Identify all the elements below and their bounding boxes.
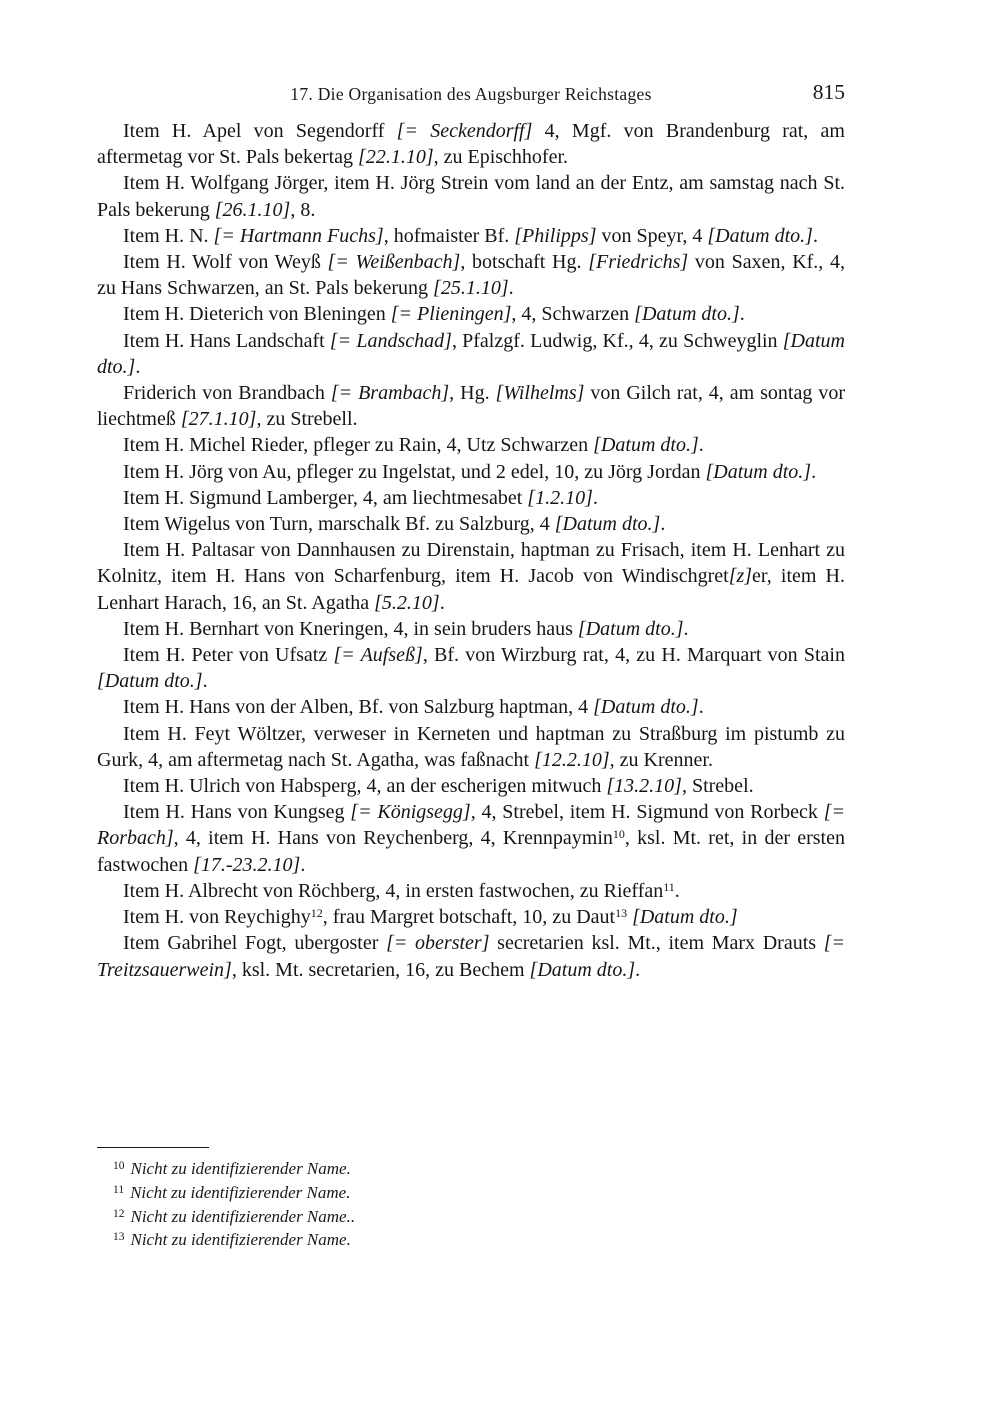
footnote-text: Nicht zu identifizierender Name.	[130, 1230, 351, 1250]
body-run: Item H. Feyt Wöltzer, verweser in Kerneten und haptman zu Straßburg im pistumb zu Gurk, 4, am aftermetag nach St. Agatha, was faßnacht	[97, 722, 845, 771]
footnote-number: 10	[113, 1160, 125, 1172]
footnotes-section	[97, 1147, 845, 1252]
body-run: .	[674, 879, 680, 902]
body-paragraph	[97, 380, 845, 432]
body-text	[97, 118, 845, 983]
body-run: .	[439, 591, 445, 614]
body-run: Item H. Bernhart von Kneringen, 4, in sein bruders haus	[123, 617, 578, 640]
body-run: von Gilch rat, 4, am sontag vor liechtmeß	[97, 382, 845, 431]
body-paragraph	[97, 537, 845, 616]
editorial-annotation: [25.1.10]	[433, 277, 509, 300]
body-run: Item H. Jörg von Au, pfleger zu Ingelstat, und 2 edel, 10, zu Jörg Jordan	[123, 460, 706, 483]
editorial-annotation: [= Plieningen]	[390, 303, 512, 326]
body-run: , Strebel.	[681, 775, 754, 798]
body-run: , 4, item H. Hans von Reychenberg, 4, Krennpaymin	[173, 827, 613, 850]
body-paragraph	[97, 223, 845, 249]
footnote	[97, 1228, 845, 1252]
body-run: , zu Krenner.	[609, 748, 713, 771]
footnote-marker: 11	[663, 879, 675, 894]
body-paragraph	[97, 118, 845, 170]
body-run: .	[698, 434, 704, 457]
body-run: .	[508, 277, 514, 300]
body-paragraph	[97, 485, 845, 511]
editorial-annotation: [Wilhelms]	[495, 382, 585, 405]
footnote-text: Nicht zu identifizierender Name..	[130, 1206, 356, 1226]
editorial-annotation: [= Seckendorff]	[396, 120, 533, 142]
body-run: Item Wigelus von Turn, marschalk Bf. zu Salzburg, 4	[123, 513, 555, 536]
editorial-annotation: [Datum dto.]	[634, 303, 740, 326]
body-run: , Pfalzgf. Ludwig, Kf., 4, zu Schweyglin	[451, 329, 783, 352]
body-run: von Saxen, Kf., 4, zu Hans Schwarzen, an St. Pals bekerung	[97, 251, 846, 300]
body-run: Item Gabrihel Fogt, ubergoster	[123, 932, 387, 955]
editorial-annotation: [= oberster]	[386, 932, 490, 955]
body-run: er, item H. Lenhart Harach, 16, an St. Agatha	[97, 565, 845, 614]
body-paragraph	[97, 301, 845, 327]
body-paragraph	[97, 511, 845, 537]
body-run: Item H. Albrecht von Röchberg, 4, in ersten fastwochen, zu Rieffan	[123, 879, 664, 902]
editorial-annotation: [= Landschad]	[329, 329, 452, 352]
body-run: , 8.	[290, 198, 316, 221]
body-run: .	[812, 224, 818, 247]
body-run: Item H. Hans von Kungseg	[123, 801, 351, 824]
footnote-marker: 10	[612, 827, 625, 842]
body-paragraph	[97, 616, 845, 642]
body-run: .	[592, 486, 598, 509]
editorial-annotation: [= Weißenbach]	[327, 251, 461, 274]
footnote-text: Nicht zu identifizierender Name.	[130, 1159, 351, 1178]
body-run: .	[739, 303, 745, 326]
body-run: Item H. Hans Landschaft	[123, 329, 330, 352]
footnote-marker: 12	[310, 906, 323, 921]
body-paragraph	[97, 930, 845, 982]
editorial-annotation: [Datum dto.]	[707, 224, 813, 247]
body-run: 4, Strebel, item H. Sigmund von Rorbeck	[475, 801, 824, 824]
body-run: .	[202, 670, 208, 693]
body-run: , ksl. Mt. secretarien, 16, zu Bechem	[231, 958, 530, 981]
editorial-annotation: [z]	[728, 565, 753, 588]
body-run: Item H. Wolfgang Jörger, item H. Jörg Strein vom land an der Entz, am samstag nach St. Pals bekerung	[97, 172, 845, 221]
body-run: Friderich von Brandbach	[123, 382, 331, 405]
footnote	[97, 1181, 845, 1205]
page-number: 815	[812, 80, 845, 104]
body-run: Item H. Michel Rieder, pfleger zu Rain, 4, Utz Schwarzen	[123, 434, 594, 457]
body-run: secretarien ksl. Mt., item Marx Drauts	[489, 932, 824, 955]
body-run: .	[683, 617, 689, 640]
editorial-annotation: [Datum dto.]	[554, 513, 661, 536]
body-paragraph	[97, 773, 845, 799]
body-run: Item H. N.	[123, 224, 214, 247]
body-run: , 4, Schwarzen	[511, 303, 635, 326]
body-run: .	[300, 853, 306, 876]
editorial-annotation: [13.2.10]	[606, 775, 682, 798]
footnote	[97, 1157, 845, 1181]
editorial-annotation: [5.2.10]	[374, 591, 440, 614]
editorial-annotation: [= Königsegg],	[350, 801, 476, 824]
body-paragraph	[97, 432, 845, 458]
body-run: von Speyr, 4	[596, 224, 708, 247]
editorial-annotation: [Datum dto.]	[529, 958, 636, 981]
body-run: Item H. Apel von Segendorff	[123, 120, 397, 142]
body-run: , botschaft Hg.	[460, 251, 589, 274]
body-run: Item H. Paltasar von Dannhausen zu Direnstain, haptman zu Frisach, item H. Lenhart zu Kolnitz, item H. Hans von Scharfenburg, item H. Jacob von Windischgret	[97, 539, 845, 588]
editorial-annotation: [1.2.10]	[527, 486, 593, 509]
body-paragraph	[97, 459, 845, 485]
editorial-annotation: [Datum dto.]	[632, 906, 738, 929]
footnote-number: 12	[113, 1207, 125, 1220]
body-run: , hofmaister Bf.	[383, 224, 515, 247]
editorial-annotation: [= Hartmann Fuchs]	[213, 224, 384, 247]
body-run: .	[698, 696, 704, 719]
body-paragraph	[97, 694, 845, 720]
editorial-annotation: [17.-23.2.10]	[193, 853, 301, 876]
body-run: , zu Epischhofer.	[433, 146, 569, 169]
body-run: 4, Mgf. von Brandenburg rat, am aftermetag vor St. Pals bekertag	[97, 120, 845, 169]
body-run: Item H. Sigmund Lamberger, 4, am liechtmesabet	[123, 486, 528, 509]
body-run: Item H. von Reychighy	[123, 906, 311, 929]
body-paragraph	[97, 799, 845, 878]
footnote-number: 11	[113, 1183, 125, 1196]
body-run: , Hg.	[449, 382, 496, 405]
footnote-number: 13	[113, 1231, 125, 1244]
body-paragraph	[97, 904, 845, 930]
editorial-annotation: [26.1.10]	[214, 198, 291, 221]
editorial-annotation: [Datum dto.]	[577, 617, 684, 640]
page-header	[97, 80, 845, 114]
body-run: Item H. Dieterich von Bleningen	[123, 303, 391, 326]
editorial-annotation: [Datum dto.]	[705, 460, 812, 483]
editorial-annotation: [= Aufseß]	[333, 644, 423, 667]
editorial-annotation: [Datum dto.]	[593, 696, 699, 719]
body-paragraph	[97, 170, 845, 222]
body-paragraph	[97, 328, 845, 380]
footnote-rule	[97, 1147, 209, 1148]
editorial-annotation: [Datum dto.]	[97, 670, 203, 693]
body-run: .	[660, 513, 666, 536]
editorial-annotation: [= Brambach]	[330, 382, 450, 405]
editorial-annotation: [Datum dto.]	[97, 329, 845, 378]
body-run: , frau Margret botschaft, 10, zu Daut	[322, 906, 616, 929]
body-run: Item H. Hans von der Alben, Bf. von Salzburg haptman, 4	[123, 696, 594, 719]
running-head: 17. Die Organisation des Augsburger Reichstages	[290, 84, 652, 104]
body-paragraph	[97, 721, 845, 773]
footnote-marker: 13	[615, 906, 628, 921]
editorial-annotation: [Datum dto.]	[593, 434, 699, 457]
footnote-text: Nicht zu identifizierender Name.	[130, 1182, 351, 1202]
body-run: , Bf. von Wirzburg rat, 4, zu H. Marquart von Stain	[422, 644, 845, 667]
editorial-annotation: [22.1.10]	[358, 146, 434, 169]
body-paragraph	[97, 878, 845, 904]
body-run: Item H. Peter von Ufsatz	[123, 644, 334, 667]
body-run: , zu Strebell.	[256, 408, 358, 431]
body-paragraph	[97, 642, 845, 694]
body-run: Item H. Ulrich von Habsperg, 4, an der escherigen mitwuch	[123, 775, 607, 798]
body-run: .	[635, 958, 641, 981]
footnote	[97, 1205, 845, 1229]
editorial-annotation: [12.2.10]	[534, 748, 610, 771]
body-run: Item H. Wolf von Weyß	[123, 251, 328, 274]
body-paragraph	[97, 249, 845, 301]
editorial-annotation: [Philipps]	[514, 224, 597, 247]
editorial-annotation: [= Rorbach]	[97, 801, 845, 850]
editorial-annotation: [= Treitzsauerwein]	[97, 932, 845, 981]
body-run: .	[135, 355, 141, 378]
footnote-list	[97, 1157, 845, 1252]
body-run: , ksl. Mt. ret, in der ersten fastwochen	[97, 827, 845, 876]
editorial-annotation: [27.1.10]	[180, 408, 257, 431]
editorial-annotation: [Friedrichs]	[588, 251, 689, 274]
body-run: .	[811, 460, 817, 483]
